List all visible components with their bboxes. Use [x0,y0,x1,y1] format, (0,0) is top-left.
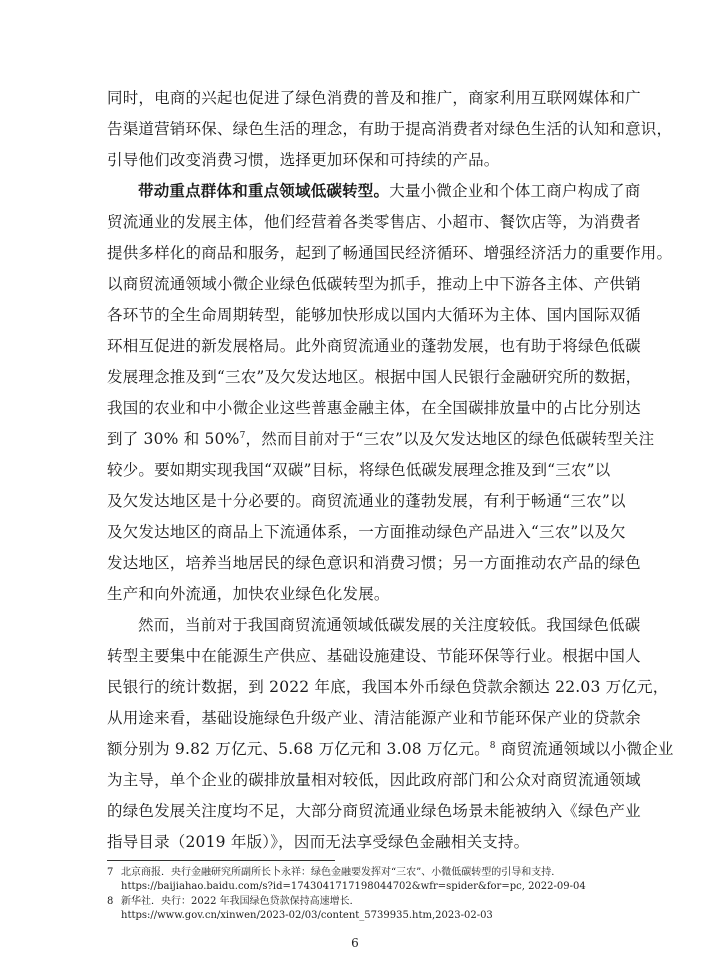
body-line: 各环节的全生命周期转型，能够加快形成以国内大循环为主体、国内国际双循 [107,306,641,324]
body-line: 为主导，单个企业的碳排放量相对较低，因此政府部门和公众对商贸流通领域 [107,771,641,789]
footnote-url-link[interactable]: https://baijiahao.baidu.com/s?id=1743041717198044702&wfr=spider&for=pc, 2022-09-04 [121,881,586,892]
footnote-separator [107,860,335,861]
body-line: 民银行的统计数据，到 2022 年底，我国本外币绿色贷款余额达 22.03 万亿元， [107,678,669,696]
body-text: ，然而目前对于“三农”以及欠发达地区的绿色低碳转型关注 [245,430,655,448]
body-line: 生产和向外流通，加快农业绿色化发展。 [107,585,390,603]
footnote-7 [107,866,561,880]
body-line: 提供多样化的商品和服务，起到了畅通国民经济循环、增强经济活力的重要作用。 [107,244,673,262]
body-line: 及欠发达地区是十分必要的。商贸流通业的蓬勃发展，有利于畅通“三农”以 [107,492,626,510]
body-text: 到了 30% 和 50% [107,430,240,448]
body-line: 转型主要集中在能源生产供应、基础设施建设、节能环保等行业。根据中国人 [107,647,641,665]
footnote-number: 8 [107,896,114,907]
body-line-with-footnote [107,424,655,454]
body-line: 较少。要如期实现我国“双碳”目标，将绿色低碳发展理念推及到“三农”以 [107,461,611,479]
page-number: 6 [351,936,359,950]
body-line-with-heading [138,176,641,206]
body-text: 额分别为 9.82 万亿元、5.68 万亿元和 3.08 万亿元。 [107,740,490,758]
body-text: 大量小微企业和个体工商户构成了商 [389,182,641,200]
footnote-text: 新华社．央行：2022 年我国绿色贷款保持高速增长． [121,896,360,907]
footnote-marker-8[interactable]: 8 [489,740,496,751]
body-line: 引导他们改变消费习惯，选择更加环保和可持续的产品。 [107,151,500,169]
body-line: 环相互促进的新发展格局。此外商贸流通业的蓬勃发展，也有助于将绿色低碳 [107,337,641,355]
footnote-8 [107,895,360,909]
body-line: 从用途来看，基础设施绿色升级产业、清洁能源产业和节能环保产业的贷款余 [107,709,641,727]
section-heading: 带动重点群体和重点领域低碳转型。 [138,181,390,200]
footnote-number: 7 [107,867,114,878]
body-line-with-footnote [107,734,674,764]
body-line: 及欠发达地区的商品上下流通体系，一方面推动绿色产品进入“三农”以及欠 [107,523,626,541]
body-line: 告渠道营销环保、绿色生活的理念，有助于提高消费者对绿色生活的认知和意识， [107,120,673,138]
body-line: 贸流通业的发展主体，他们经营着各类零售店、小超市、餐饮店等，为消费者 [107,213,641,231]
body-line: 的绿色发展关注度均不足，大部分商贸流通业绿色场景未能被纳入《绿色产业 [107,802,641,820]
body-line: 以商贸流通领域小微企业绿色低碳转型为抓手，推动上中下游各主体、产供销 [107,275,641,293]
body-line: 我国的农业和中小微企业这些普惠金融主体，在全国碳排放量中的占比分别达 [107,399,641,417]
footnote-text: 北京商报．央行金融研究所副所长卜永祥：绿色金融要发挥对“三农”、小微低碳转型的引导和支持． [121,867,562,878]
footnote-url-link[interactable]: https://www.gov.cn/xinwen/2023-02/03/content_5739935.htm,2023-02-03 [121,910,493,921]
body-line: 同时，电商的兴起也促进了绿色消费的普及和推广，商家利用互联网媒体和广 [107,89,641,107]
body-line: 指导目录（2019 年版）》，因而无法享受绿色金融相关支持。 [107,833,530,851]
body-line: 发展理念推及到“三农”及欠发达地区。根据中国人民银行金融研究所的数据， [107,368,642,386]
footnote-marker-7[interactable]: 7 [239,430,246,441]
body-text: 商贸流通领域以小微企业 [495,740,674,758]
body-line: 发达地区，培养当地居民的绿色意识和消费习惯；另一方面推动农产品的绿色 [107,554,641,572]
body-line: 然而，当前对于我国商贸流通领域低碳发展的关注度较低。我国绿色低碳 [138,616,641,634]
